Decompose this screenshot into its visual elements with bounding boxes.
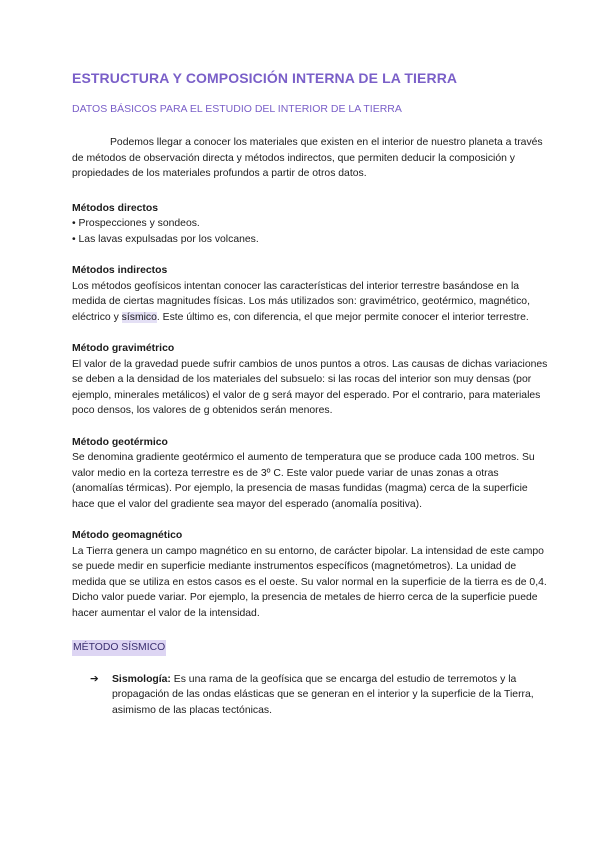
heading-directos: Métodos directos [72, 202, 159, 214]
heading-gravimetrico: Método gravimétrico [72, 343, 175, 354]
heading-sismico: MÉTODO SÍSMICO [72, 640, 166, 656]
document-subtitle: DATOS BÁSICOS PARA EL ESTUDIO DEL INTERIOR DE LA TIERRA [72, 103, 402, 115]
geotermico-paragraph: Se denomina gradiente geotérmico el aumento de temperatura que se produce cada 100 metros. Su valor medio en la corteza terrestre es de 3º C. Este valor puede variar de unas zonas a otras (anomalías térmicas). Por ejemplo, la presencia de masas fundidas (magma) cerca de la superficie hace que el valor del gradiente sea mayor del esperado (anomalía positiva). [72, 452, 535, 510]
intro-paragraph: Podemos llegar a conocer los materiales que existen en el interior de nuestro planeta a través de métodos de observación directa y métodos indirectos, que permiten deducir la composición y propiedades de los materiales profundos a partir de otros datos. [72, 137, 543, 179]
section-indirectos [72, 263, 550, 325]
indirectos-text-end: . Este último es, con diferencia, el que mejor permite conocer el interior terrestre. [156, 311, 529, 323]
highlighted-word: sísmico [121, 311, 157, 323]
document-title: ESTRUCTURA Y COMPOSICIÓN INTERNA DE LA TIERRA [72, 70, 458, 86]
list-item: • Las lavas expulsadas por los volcanes. [72, 233, 259, 245]
list-item: • Prospecciones y sondeos. [72, 218, 200, 229]
heading-geotermico: Método geotérmico [72, 436, 168, 448]
sismologia-term: Sismología: [112, 673, 171, 685]
indirectos-text: Los métodos geofísicos intentan conocer las características del interior terrestre basándose en la medida de ciertas magnitudes físicas. Los más utilizados son: gravimétrico, geotérmico, magnético, eléctrico y [72, 280, 530, 323]
geomagnetico-paragraph: La Tierra genera un campo magnético en su entorno, de carácter bipolar. La intensidad de este campo se puede medir en superficie mediante instrumentos específicos (magnetómetros). La unidad de medida que se utiliza en estos casos es el oeste. Su valor normal en la superficie de la tierra es de 0,4. Dicho valor puede variar. Por ejemplo, la presencia de metales de hierro cerca de la superficie puede hacer aumentar el valor de la intensidad. [72, 545, 547, 619]
heading-indirectos: Métodos indirectos [72, 265, 168, 276]
gravimetrico-paragraph: El valor de la gravedad puede sufrir cambios de unos puntos a otros. Las causas de dichas variaciones se deben a la densidad de los materiales del subsuelo: si las rocas del interior son muy densas (por ejemplo, minerales metálicos) el valor de g será mayor del esperado. Por el contrario, para materiales poco densos, los valores de g obtenidos serán menores. [72, 358, 548, 416]
sismologia-item [72, 672, 550, 719]
section-geomagnetico [72, 528, 550, 621]
section-geotermico [72, 435, 550, 513]
arrow-right-icon: ➔ [90, 673, 99, 685]
sismologia-text: Es una rama de la geofísica que se encarga del estudio de terremotos y la propagación de las ondas elásticas que se generan en el interior y la superficie de la Tierra, asimismo de las placas tectónicas. [112, 673, 534, 716]
section-directos [72, 201, 550, 248]
indirectos-paragraph [72, 279, 550, 326]
section-gravimetrico [72, 341, 550, 419]
heading-geomagnetico: Método geomagnético [72, 530, 183, 541]
